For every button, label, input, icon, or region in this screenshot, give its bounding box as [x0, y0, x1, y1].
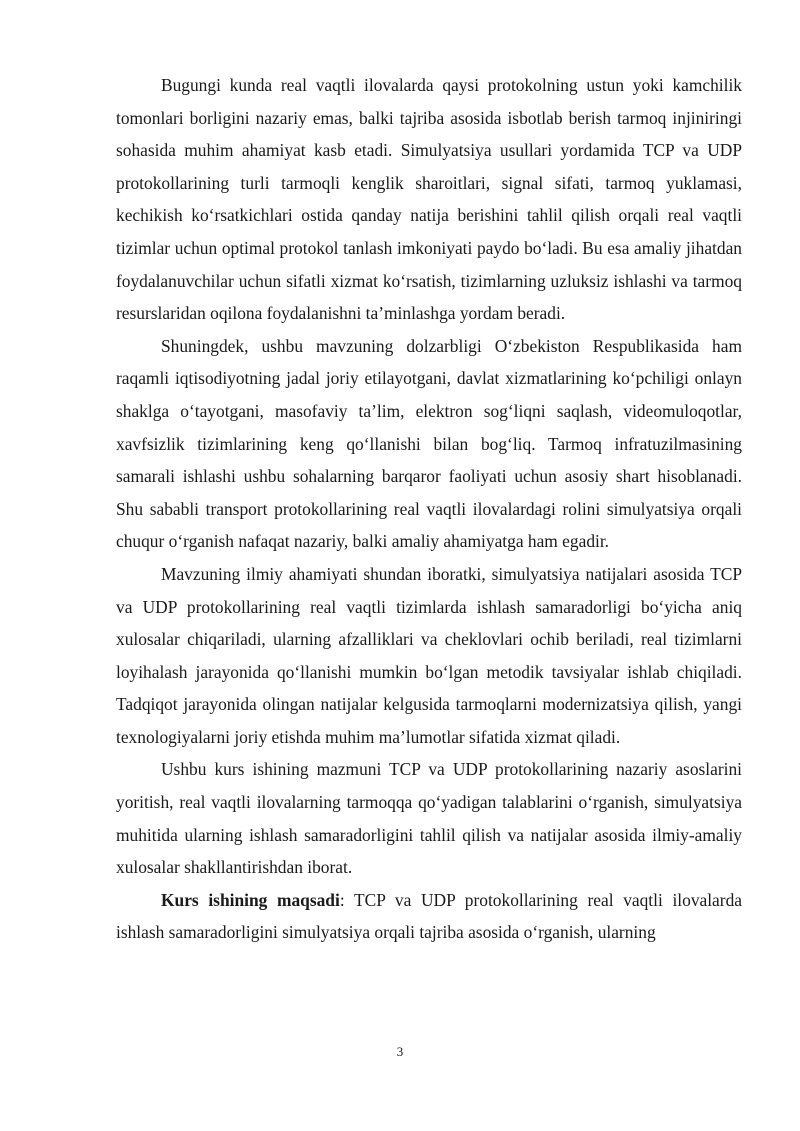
course-goal-heading: Kurs ishining maqsadi: [161, 889, 340, 910]
paragraph-course-content: Ushbu kurs ishining mazmuni TCP va UDP protokollarining nazariy asoslarini yoritish, real vaqtli ilovalarning tarmoqqa qo‘yadigan talablarini o‘rganish, simulyatsiya muhitida ularning ishlash samaradorligini tahlil qilish va natijalar asosida ilmiy-amaliy xulosalar shakllantirishdan iborat.: [116, 759, 742, 878]
course-goal-text: : TCP va UDP protokollarining real vaqtli ilovalarda ishlash samaradorligini simulyatsiya orqali tajriba asosida o‘rganish, ularning: [116, 889, 742, 943]
paragraph-uzbekistan-relevance: Shuningdek, ushbu mavzuning dolzarbligi O‘zbekiston Respublikasida ham raqamli iqtisodiyotning jadal joriy etilayotgani, davlat xizmatlarining ko‘pchiligi onlayn shaklga o‘tayotgani, masofaviy ta’lim, elektron sog‘liqni saqlash, videomuloqotlar, xavfsizlik tizimlarining keng qo‘llanishi bilan bog‘liq. Tarmoq infratuzilmasining samarali ishlashi ushbu sohalarning barqaror faoliyati uchun asosiy shart hisoblanadi. Shu sababli transport protokollarining real vaqtli ilovalardagi rolini simulyatsiya orqali chuqur o‘rganish nafaqat nazariy, balki amaliy ahamiyatga ham egadir.: [116, 335, 742, 552]
paragraph-course-goal: [116, 884, 742, 949]
paragraph-scientific-significance: Mavzuning ilmiy ahamiyati shundan iboratki, simulyatsiya natijalari asosida TCP va UDP protokollarining real vaqtli tizimlarda ishlash samaradorligi bo‘yicha aniq xulosalar chiqariladi, ularning afzalliklari va cheklovlari ochib beriladi, real tizimlarni loyihalash jarayonida qo‘llanishi mumkin bo‘lgan metodik tavsiyalar ishlab chiqiladi. Tadqiqot jarayonida olingan natijalar kelgusida tarmoqlarni modernizatsiya qilish, yangi texnologiyalarni joriy etishda muhim ma’lumotlar sifatida xizmat qiladi.: [116, 563, 742, 747]
document-page: [116, 69, 742, 949]
page-number: 3: [396, 1044, 404, 1059]
paragraph-relevance-intro: Bugungi kunda real vaqtli ilovalarda qaysi protokolning ustun yoki kamchilik tomonlari borligini nazariy emas, balki tajriba asosida isbotlab berish tarmoq injiniringi sohasida muhim ahamiyat kasb etadi. Simulyatsiya usullari yordamida TCP va UDP protokollarining turli tarmoqli kenglik sharoitlari, signal sifati, tarmoq yuklamasi, kechikish ko‘rsatkichlari ostida qanday natija berishini tahlil qilish orqali real vaqtli tizimlar uchun optimal protokol tanlash imkoniyati paydo bo‘ladi. Bu esa amaliy jihatdan foydalanuvchilar uchun sifatli xizmat ko‘rsatish, tizimlarning uzluksiz ishlashi va tarmoq resurslaridan oqilona foydalanishni ta’minlashga yordam beradi.: [116, 75, 742, 324]
